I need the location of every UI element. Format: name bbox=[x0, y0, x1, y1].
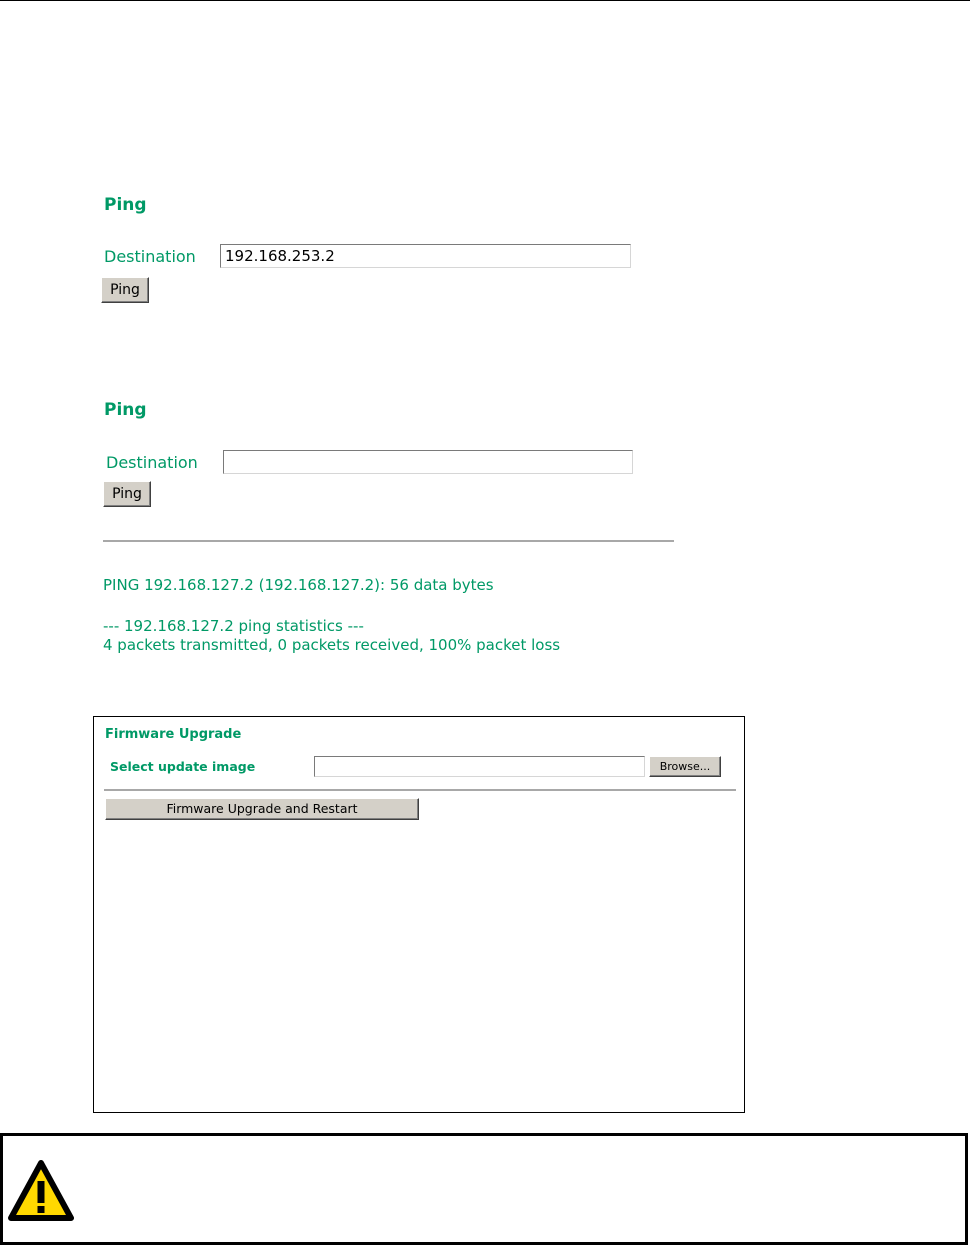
destination-label: Destination bbox=[104, 247, 196, 266]
browse-button[interactable]: Browse... bbox=[649, 756, 721, 777]
ping-button[interactable]: Ping bbox=[103, 481, 151, 507]
firmware-divider bbox=[104, 789, 736, 791]
warning-triangle-icon bbox=[8, 1160, 74, 1226]
ping-title: Ping bbox=[104, 400, 147, 420]
ping-result-line: PING 192.168.127.2 (192.168.127.2): 56 data bytes bbox=[103, 576, 494, 594]
ping-title: Ping bbox=[104, 195, 147, 215]
page-top-rule bbox=[0, 0, 970, 1]
results-divider bbox=[103, 540, 674, 542]
warning-box bbox=[0, 1133, 968, 1245]
firmware-upgrade-restart-button[interactable]: Firmware Upgrade and Restart bbox=[105, 798, 419, 820]
firmware-upgrade-panel bbox=[93, 716, 745, 1113]
ping-statistics-summary: 4 packets transmitted, 0 packets received, 100% packet loss bbox=[103, 636, 561, 654]
destination-input[interactable] bbox=[223, 450, 633, 474]
update-image-file-input[interactable] bbox=[314, 756, 645, 777]
destination-input[interactable] bbox=[220, 244, 631, 268]
ping-button[interactable]: Ping bbox=[101, 277, 149, 303]
destination-label: Destination bbox=[106, 453, 198, 472]
firmware-upgrade-title: Firmware Upgrade bbox=[105, 727, 242, 742]
select-image-label: Select update image bbox=[110, 759, 256, 774]
ping-statistics-header: --- 192.168.127.2 ping statistics --- bbox=[103, 617, 364, 635]
